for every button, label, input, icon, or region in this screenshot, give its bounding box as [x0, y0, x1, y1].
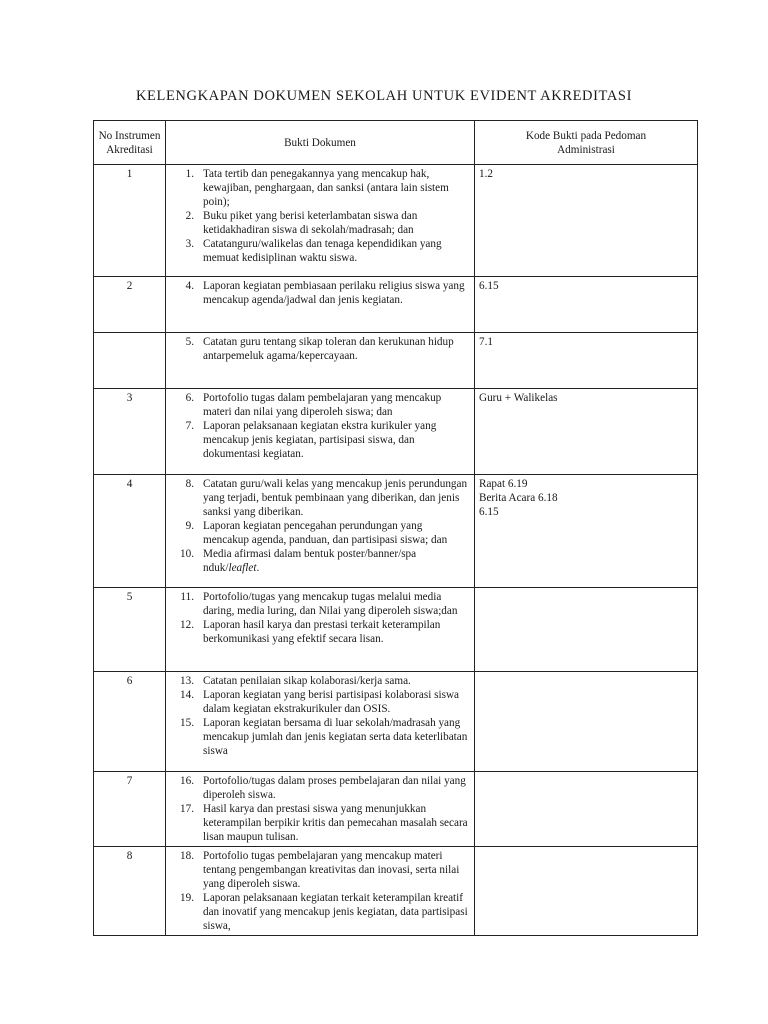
list-item	[170, 590, 470, 618]
bukti-dokumen-cell	[166, 672, 475, 772]
list-item-text-main: Media afirmasi dalam bentuk poster/banner/spa nduk/	[203, 548, 417, 574]
header-bukti-dokumen: Bukti Dokumen	[166, 121, 475, 165]
instrument-number-cell: 1	[94, 165, 166, 277]
list-item-text-italic: leaflet	[228, 562, 257, 574]
table-row	[94, 389, 698, 475]
list-item-number: 3.	[185, 238, 194, 250]
list-item-text	[203, 519, 470, 547]
list-item-text	[203, 674, 470, 688]
kode-bukti-cell	[475, 389, 698, 475]
list-item	[170, 774, 470, 802]
list-item-number: 8.	[185, 478, 194, 490]
kode-bukti-cell	[475, 333, 698, 389]
kode-bukti-value: Berita Acara 6.18	[479, 492, 558, 504]
table-row	[94, 588, 698, 672]
list-item-text	[203, 279, 470, 307]
instrument-number-cell: 8	[94, 847, 166, 936]
kode-bukti-value: 6.15	[479, 280, 499, 292]
list-item-text	[203, 547, 470, 575]
list-item-text-main: Hasil karya dan prestasi siswa yang menunjukkan keterampilan berpikir kritis dan pemecahan masalah secara lisan maupun tulisan.	[203, 803, 468, 843]
instrument-number-cell	[94, 333, 166, 389]
document-title: KELENGKAPAN DOKUMEN SEKOLAH UNTUK EVIDENT AKREDITASI	[135, 88, 633, 104]
table-body	[94, 165, 698, 936]
list-item	[170, 477, 470, 519]
list-item-text	[203, 688, 470, 716]
list-item	[170, 688, 470, 716]
list-item-text-main: Portofolio tugas dalam pembelajaran yang mencakup materi dan nilai yang diperoleh siswa; dan	[203, 392, 442, 418]
list-item-text-main: Portofolio/tugas yang mencakup tugas melalui media daring, media luring, dan Nilai yang diperoleh siswa;dan	[203, 591, 458, 617]
list-item-text	[203, 209, 470, 237]
bukti-dokumen-cell	[166, 277, 475, 333]
list-item-text-main: Laporan kegiatan yang berisi partisipasi kolaborasi siswa dalam kegiatan ekstrakurikuler dan OSIS.	[203, 689, 459, 715]
kode-bukti-cell	[475, 277, 698, 333]
table-header-row	[94, 121, 698, 165]
kode-bukti-value: 1.2	[479, 168, 493, 180]
list-item-text-main: Portofolio tugas pembelajaran yang mencakup materi tentang pengembangan kreativitas dan inovasi, serta nilai yang diperoleh siswa.	[203, 850, 460, 890]
kode-bukti-cell	[475, 847, 698, 936]
table-row	[94, 475, 698, 588]
list-item-number: 19.	[180, 892, 194, 904]
header-kode-bukti: Kode Bukti pada Pedoman Administrasi	[475, 121, 698, 165]
list-item-text	[203, 590, 470, 618]
list-item-number: 6.	[185, 392, 194, 404]
table-row	[94, 165, 698, 277]
list-item-text	[203, 891, 470, 933]
bukti-dokumen-cell	[166, 333, 475, 389]
list-item-text	[203, 774, 470, 802]
list-item	[170, 335, 470, 363]
kode-bukti-cell	[475, 772, 698, 847]
document-table	[93, 120, 698, 936]
list-item-text	[203, 849, 470, 891]
list-item	[170, 547, 470, 575]
list-item	[170, 519, 470, 547]
instrument-number-cell: 5	[94, 588, 166, 672]
list-item	[170, 891, 470, 933]
kode-bukti-cell	[475, 475, 698, 588]
list-item-text-main: Laporan kegiatan pencegahan perundungan yang mencakup agenda, panduan, dan partisipasi siswa; dan	[203, 520, 448, 546]
list-item-number: 9.	[185, 520, 194, 532]
list-item-number: 17.	[180, 803, 194, 815]
list-item-number: 2.	[185, 210, 194, 222]
kode-bukti-cell	[475, 165, 698, 277]
table-row	[94, 847, 698, 936]
list-item	[170, 419, 470, 461]
list-item-text-main: Tata tertib dan penegakannya yang mencakup hak, kewajiban, penghargaan, dan sanksi (antara lain sistem poin);	[203, 168, 449, 208]
list-item-text-main: Catatan guru tentang sikap toleran dan kerukunan hidup antarpemeluk agama/kepercayaan.	[203, 336, 454, 362]
list-item-number: 12.	[180, 619, 194, 631]
list-item-number: 1.	[185, 168, 194, 180]
table-row	[94, 277, 698, 333]
list-item-text-main: Laporan pelaksanaan kegiatan terkait keterampilan kreatif dan inovatif yang mencakup jenis kegiatan, data partisipasi siswa,	[203, 892, 468, 932]
list-item	[170, 167, 470, 209]
header-no-instrumen: No Instrumen Akreditasi	[94, 121, 166, 165]
table-row	[94, 672, 698, 772]
list-item-number: 7.	[185, 420, 194, 432]
kode-bukti-cell	[475, 672, 698, 772]
list-item	[170, 618, 470, 646]
instrument-number-cell: 7	[94, 772, 166, 847]
bukti-dokumen-cell	[166, 772, 475, 847]
list-item-text	[203, 237, 470, 265]
list-item-number: 4.	[185, 280, 194, 292]
list-item	[170, 209, 470, 237]
list-item-text-main: Portofolio/tugas dalam proses pembelajaran dan nilai yang diperoleh siswa.	[203, 775, 466, 801]
list-item-text-main: Catatanguru/walikelas dan tenaga kependidikan yang memuat kedisiplinan waktu siswa.	[203, 238, 442, 264]
list-item-number: 18.	[180, 850, 194, 862]
list-item-number: 14.	[180, 689, 194, 701]
list-item-text-main: Laporan hasil karya dan prestasi terkait keterampilan berkomunikasi yang efektif secara lisan.	[203, 619, 441, 645]
kode-bukti-value: Rapat 6.19	[479, 478, 528, 490]
list-item-text-main: Buku piket yang berisi keterlambatan siswa dan ketidakhadiran siswa di sekolah/madrasah; dan	[203, 210, 418, 236]
list-item-number: 16.	[180, 775, 194, 787]
list-item	[170, 802, 470, 844]
instrument-number-cell: 3	[94, 389, 166, 475]
list-item-text-main: Catatan penilaian sikap kolaborasi/kerja sama.	[203, 675, 411, 687]
kode-bukti-value: Guru + Walikelas	[479, 392, 558, 404]
instrument-number-cell: 6	[94, 672, 166, 772]
list-item-text	[203, 419, 470, 461]
list-item-text	[203, 335, 470, 363]
kode-bukti-value: 7.1	[479, 336, 493, 348]
list-item-text-end: .	[256, 562, 260, 574]
kode-bukti-value: 6.15	[479, 506, 499, 518]
list-item	[170, 391, 470, 419]
list-item-text	[203, 618, 470, 646]
list-item-text-main: Catatan guru/wali kelas yang mencakup jenis perundungan yang terjadi, bentuk pembinaan yang diberikan, dan jenis sanksi yang diberikan.	[203, 478, 468, 518]
bukti-dokumen-cell	[166, 588, 475, 672]
list-item	[170, 849, 470, 891]
list-item	[170, 716, 470, 758]
list-item-text	[203, 167, 470, 209]
list-item	[170, 279, 470, 307]
bukti-dokumen-cell	[166, 165, 475, 277]
bukti-dokumen-cell	[166, 475, 475, 588]
list-item-number: 10.	[180, 548, 194, 560]
list-item-text	[203, 391, 470, 419]
list-item-text	[203, 802, 470, 844]
list-item-text	[203, 716, 470, 758]
list-item-number: 15.	[180, 717, 194, 729]
bukti-dokumen-cell	[166, 389, 475, 475]
table-row	[94, 772, 698, 847]
instrument-number-cell: 4	[94, 475, 166, 588]
list-item-text-main: Laporan kegiatan bersama di luar sekolah/madrasah yang mencakup jumlah dan jenis kegiatan serta data keterlibatan siswa	[203, 717, 468, 757]
table-row	[94, 333, 698, 389]
instrument-number-cell: 2	[94, 277, 166, 333]
list-item-number: 13.	[180, 675, 194, 687]
list-item	[170, 237, 470, 265]
list-item-number: 11.	[180, 591, 194, 603]
list-item-text	[203, 477, 470, 519]
kode-bukti-cell	[475, 588, 698, 672]
list-item-text-main: Laporan pelaksanaan kegiatan ekstra kurikuler yang mencakup jenis kegiatan, partisipasi siswa, dan dokumentasi kegiatan.	[203, 420, 437, 460]
list-item	[170, 674, 470, 688]
bukti-dokumen-cell	[166, 847, 475, 936]
list-item-number: 5.	[185, 336, 194, 348]
list-item-text-main: Laporan kegiatan pembiasaan perilaku religius siswa yang mencakup agenda/jadwal dan jenis kegiatan.	[203, 280, 465, 306]
